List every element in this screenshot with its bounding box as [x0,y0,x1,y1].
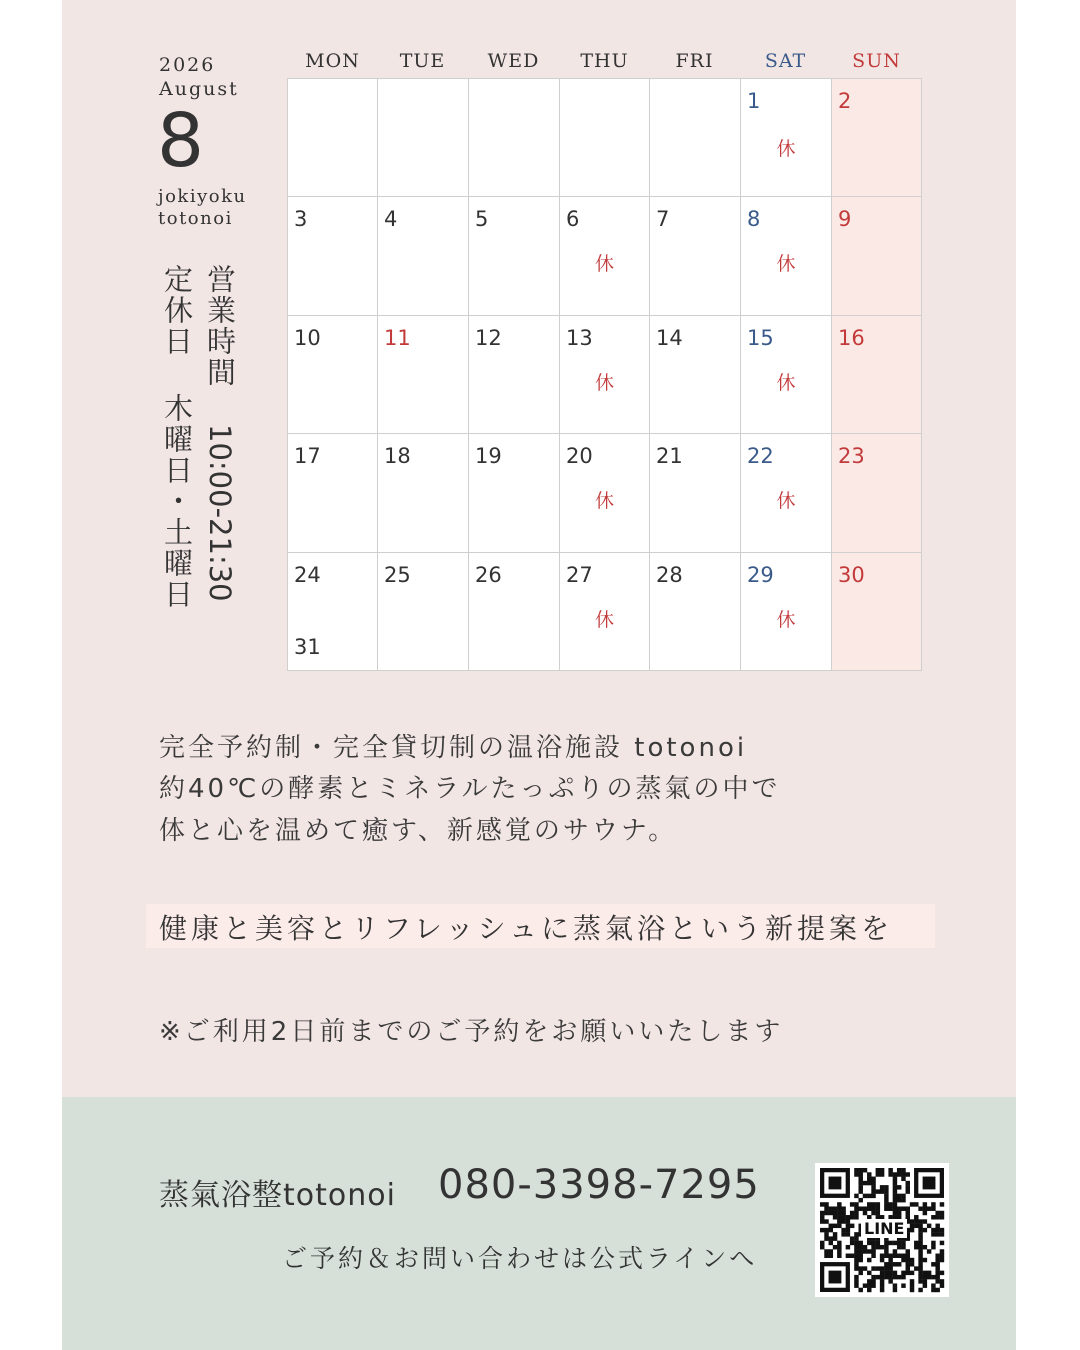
closed-mark: 休 [776,609,796,631]
calendar-cell [560,79,650,197]
calendar-cell [560,434,650,553]
day-number: 1 [747,89,761,113]
brand-line-2: totonoi [158,208,233,229]
calendar-cell [378,197,469,316]
weekday-3: THU [580,50,629,72]
closed-mark: 休 [594,490,614,512]
calendar-cell [741,434,832,553]
day-number: 7 [656,207,670,231]
day-number: 15 [747,326,774,350]
weekday-6: SUN [852,50,901,72]
calendar-cell [288,79,378,197]
day-number: 3 [294,207,308,231]
calendar-cell [560,553,650,671]
contact-text: ご予約＆お問い合わせは公式ラインへ [282,1244,758,1273]
calendar-cell [469,79,560,197]
calendar-cell [650,79,741,197]
qr-line-label: LINE [861,1219,907,1238]
calendar-cell [560,197,650,316]
day-number: 5 [475,207,489,231]
calendar-cell [650,197,741,316]
day-number: 18 [384,444,411,468]
calendar-cell [288,434,378,553]
calendar-cell [741,553,832,671]
day-number: 16 [838,326,865,350]
day-number: 11 [384,326,411,350]
calendar-cell [378,316,469,434]
calendar-cell [378,553,469,671]
line-qr-code[interactable] [815,1163,949,1297]
year-label: 2026 [159,54,216,76]
day-number: 25 [384,563,411,587]
day-number: 28 [656,563,683,587]
closed-days [160,264,194,610]
closed-days-label: 定休日 [160,264,194,357]
day-number: 24 [294,563,321,587]
closed-mark: 休 [776,490,796,512]
closed-mark: 休 [776,138,796,160]
description-line-3: 体と心を温めて癒す、新感覚のサウナ。 [159,816,678,846]
description-line-2: 約40℃の酵素とミネラルたっぷりの蒸氣の中で [159,774,781,804]
weekday-4: FRI [675,50,714,72]
day-number: 27 [566,563,593,587]
day-number: 20 [566,444,593,468]
day-number: 14 [656,326,683,350]
calendar-cell [469,553,560,671]
calendar-cell [288,553,378,671]
calendar-cell [650,553,741,671]
shop-name: 蒸氣浴整totonoi [159,1178,396,1213]
day-number: 6 [566,207,580,231]
day-number: 29 [747,563,774,587]
weekday-1: TUE [399,50,446,72]
weekday-5: SAT [764,50,807,72]
closed-mark: 休 [776,372,796,394]
calendar-cell [741,197,832,316]
month-number: 8 [157,98,205,184]
closed-days-value: 木曜日・土曜日 [160,393,194,610]
calendar-cell [650,434,741,553]
description-line-1: 完全予約制・完全貸切制の温浴施設 totonoi [159,733,748,763]
weekday-0: MON [305,50,360,72]
calendar-cell [741,316,832,434]
day-number: 17 [294,444,321,468]
highlight-text: 健康と美容とリフレッシュに蒸氣浴という新提案を [159,912,894,945]
day-number: 12 [475,326,502,350]
day-number: 2 [838,89,852,113]
closed-mark: 休 [594,372,614,394]
calendar-cell [288,316,378,434]
calendar-cell [378,79,469,197]
day-number: 10 [294,326,321,350]
calendar-grid [287,78,922,671]
closed-mark: 休 [594,609,614,631]
calendar-cell [741,79,832,197]
day-number: 21 [656,444,683,468]
day-number: 31 [294,635,321,659]
day-number: 30 [838,563,865,587]
calendar-cell [469,197,560,316]
calendar-cell [288,197,378,316]
closed-mark: 休 [776,253,796,275]
closed-mark: 休 [594,253,614,275]
calendar-cell [378,434,469,553]
day-number: 19 [475,444,502,468]
day-number: 22 [747,444,774,468]
month-name-label: August [159,78,239,100]
day-number: 26 [475,563,502,587]
day-number: 23 [838,444,865,468]
calendar-cell [469,434,560,553]
weekday-2: WED [487,50,540,72]
business-hours [203,264,237,602]
day-number: 13 [566,326,593,350]
calendar-cell [469,316,560,434]
calendar-cell [832,316,922,434]
calendar-cell [650,316,741,434]
day-number: 8 [747,207,761,231]
calendar-cell [832,197,922,316]
phone-number[interactable]: 080-3398-7295 [438,1162,760,1208]
business-hours-value: 10:00-21:30 [203,424,237,602]
calendar-cell [560,316,650,434]
brand-line-1: jokiyoku [158,186,247,207]
day-number: 9 [838,207,852,231]
calendar-cell [832,553,922,671]
calendar-cell [832,434,922,553]
calendar-cell [832,79,922,197]
reservation-note: ※ご利用2日前までのご予約をお願いいたします [159,1017,784,1047]
day-number: 4 [384,207,398,231]
business-hours-label: 営業時間 [203,264,237,388]
